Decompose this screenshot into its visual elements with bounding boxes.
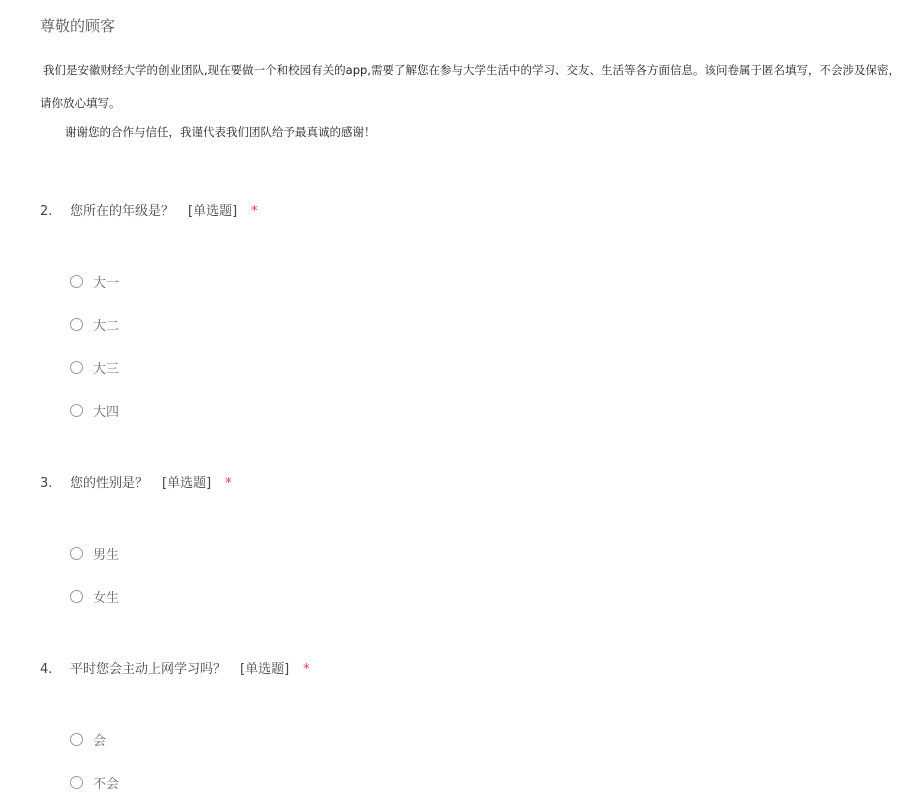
radio-button[interactable] bbox=[70, 275, 83, 288]
option-online-study-yes[interactable] bbox=[70, 730, 106, 749]
radio-button[interactable] bbox=[70, 590, 83, 603]
question-text: 您所在的年级是？ bbox=[70, 204, 175, 219]
option-grade-2[interactable] bbox=[70, 315, 119, 334]
option-grade-1[interactable] bbox=[70, 272, 119, 291]
question-type: [单选题] bbox=[162, 476, 212, 491]
option-label: 大三 bbox=[93, 362, 120, 377]
question-number: 4. bbox=[40, 662, 53, 677]
radio-button[interactable] bbox=[70, 404, 83, 417]
radio-button[interactable] bbox=[70, 547, 83, 560]
question-online-study bbox=[40, 660, 310, 680]
option-label: 会 bbox=[93, 734, 107, 749]
question-number: 3. bbox=[40, 476, 53, 491]
option-label: 大二 bbox=[93, 319, 120, 334]
radio-button[interactable] bbox=[70, 776, 83, 789]
question-number: 2. bbox=[40, 204, 53, 219]
question-gender bbox=[40, 474, 232, 494]
survey-intro: 我们是安徽财经大学的创业团队,现在要做一个和校园有关的app,需要了解您在参与大学生活中的学习、交友、生活等各方面信息。该问卷属于匿名填写，不会涉及保密，请你放心填写。 bbox=[40, 63, 900, 110]
option-label: 大一 bbox=[93, 276, 120, 291]
required-mark: * bbox=[251, 204, 258, 219]
radio-button[interactable] bbox=[70, 361, 83, 374]
option-gender-male[interactable] bbox=[70, 544, 119, 563]
survey-greeting: 尊敬的顾客 bbox=[40, 17, 116, 35]
question-type: [单选题] bbox=[240, 662, 290, 677]
radio-button[interactable] bbox=[70, 318, 83, 331]
survey-thanks: 谢谢您的合作与信任，我谨代表我们团队给予最真诚的感谢！ bbox=[65, 125, 376, 139]
option-grade-3[interactable] bbox=[70, 358, 119, 377]
option-label: 男生 bbox=[93, 548, 120, 563]
required-mark: * bbox=[303, 662, 310, 677]
option-label: 女生 bbox=[93, 591, 120, 606]
required-mark: * bbox=[225, 476, 232, 491]
question-type: [单选题] bbox=[188, 204, 238, 219]
option-label: 不会 bbox=[93, 777, 120, 792]
option-label: 大四 bbox=[93, 405, 120, 420]
question-text: 平时您会主动上网学习吗？ bbox=[70, 662, 227, 677]
option-grade-4[interactable] bbox=[70, 401, 119, 420]
option-gender-female[interactable] bbox=[70, 587, 119, 606]
radio-button[interactable] bbox=[70, 733, 83, 746]
option-online-study-no[interactable] bbox=[70, 773, 119, 792]
question-text: 您的性别是？ bbox=[70, 476, 149, 491]
question-grade bbox=[40, 202, 258, 222]
